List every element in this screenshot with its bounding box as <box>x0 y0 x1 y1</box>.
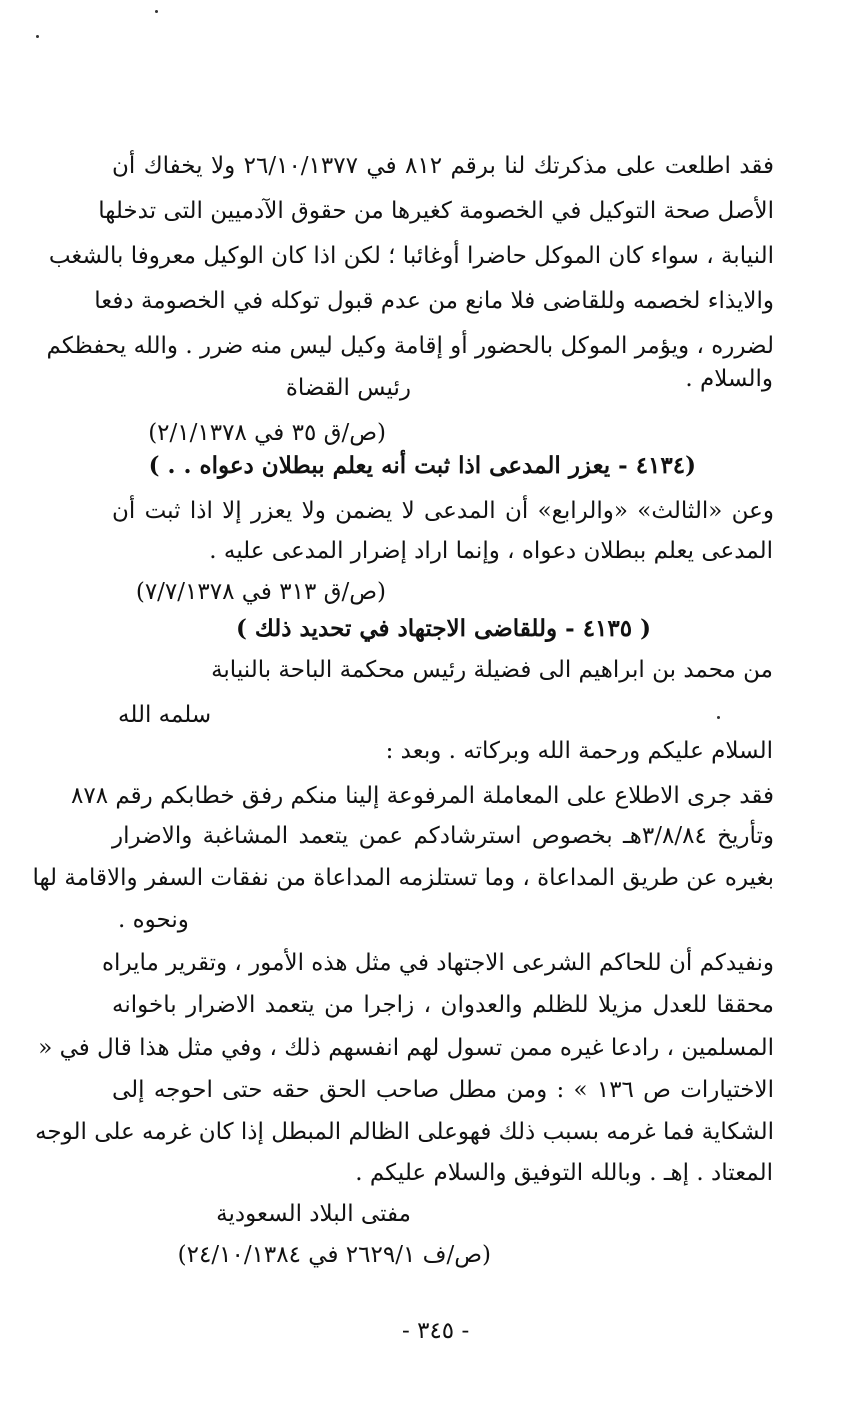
signature-mufti: مفتى البلاد السعودية <box>216 1201 411 1227</box>
greeting: السلام عليكم ورحمة الله وبركاته . وبعد : <box>385 738 773 764</box>
paragraph-1-line-1: فقد اطلعت على مذكرتك لنا برقم ٨١٢ في ٢٦/١٠/١٣٧٧ ولا يخفاك أن <box>112 153 774 179</box>
paragraph-3-line-1: فقد جرى الاطلاع على المعاملة المرفوعة إلينا منكم رفق خطابكم رقم ٨٧٨ <box>71 783 774 809</box>
paragraph-1-line-4: والايذاء لخصمه وللقاضى فلا مانع من عدم قبول توكله في الخصومة دفعا <box>94 288 774 314</box>
paragraph-4-line-3: المسلمين ، رادعا غيره ممن تسول لهم انفسهم ذلك ، وفي مثل هذا قال في « <box>38 1035 774 1061</box>
page-number: - ٣٤٥ - <box>402 1318 470 1344</box>
paragraph-1-line-5: لضرره ، ويؤمر الموكل بالحضور أو إقامة وكيل ليس منه ضرر . والله يحفظكم <box>46 333 774 359</box>
paragraph-3-line-2: وتأريخ ٣/٨/٨٤هـ بخصوص استرشادكم عمن يتعمد المشاغبة والاضرار <box>112 823 774 849</box>
paragraph-4-line-4: الاختيارات ص ١٣٦ » : ومن مطل صاحب الحق حقه حتى احوجه إلى <box>112 1077 774 1103</box>
reference-2: (ص/ق ٣١٣ في ٧/٧/١٣٧٨) <box>135 579 386 605</box>
paragraph-1-line-3: النيابة ، سواء كان الموكل حاضرا أوغائبا ؛ لكن اذا كان الوكيل معروفا بالشغب <box>48 243 774 269</box>
paragraph-4-line-5: الشكاية فما غرمه بسبب ذلك فهوعلى الظالم المبطل إذا كان غرمه على الوجه <box>35 1119 774 1145</box>
scan-speck <box>36 35 39 38</box>
salutation: سلمه الله <box>118 702 212 728</box>
paragraph-4-line-1: ونفيدكم أن للحاكم الشرعى الاجتهاد في مثل هذه الأمور ، وتقرير مايراه <box>102 950 774 976</box>
paragraph-4-line-2: محققا للعدل مزيلا للظلم والعدوان ، زاجرا من يتعمد الاضرار باخوانه <box>112 992 774 1018</box>
paragraph-4-line-6: المعتاد . إهـ . وبالله التوفيق والسلام عليكم . <box>355 1160 773 1186</box>
ruling-4135-heading: ( ٤١٣٥ - وللقاضى الاجتهاد في تحديد ذلك ) <box>236 615 651 642</box>
reference-1: (ص/ق ٣٥ في ٢/١/١٣٧٨) <box>148 420 386 446</box>
scan-speck <box>155 10 158 13</box>
letter-from: من محمد بن ابراهيم الى فضيلة رئيس محكمة الباحة بالنيابة <box>211 657 773 683</box>
scan-speck <box>717 716 720 719</box>
reference-3: (ص/ف ٢٦٢٩/١ في ٢٤/١٠/١٣٨٤) <box>177 1242 491 1268</box>
ruling-4134-heading: (٤١٣٤ - يعزر المدعى اذا ثبت أنه يعلم ببطلان دعواه . . ) <box>148 452 696 479</box>
paragraph-2-line-2: المدعى يعلم ببطلان دعواه ، وإنما اراد إضرار المدعى عليه . <box>209 538 773 564</box>
paragraph-2-line-1: وعن «الثالث» «والرابع» أن المدعى لا يضمن ولا يعزر إلا اذا ثبت أن <box>112 498 774 524</box>
paragraph-1-line-2: الأصل صحة التوكيل في الخصومة كغيرها من حقوق الآدميين التى تدخلها <box>98 198 774 224</box>
signature-chief-judges: رئيس القضاة <box>285 375 411 401</box>
paragraph-3-line-3: بغيره عن طريق المداعاة ، وما تستلزمه المداعاة من نفقات السفر والاقامة لها <box>32 865 774 891</box>
paragraph-1-line-6: والسلام . <box>685 366 773 392</box>
paragraph-3-line-4: ونحوه . <box>118 907 189 933</box>
